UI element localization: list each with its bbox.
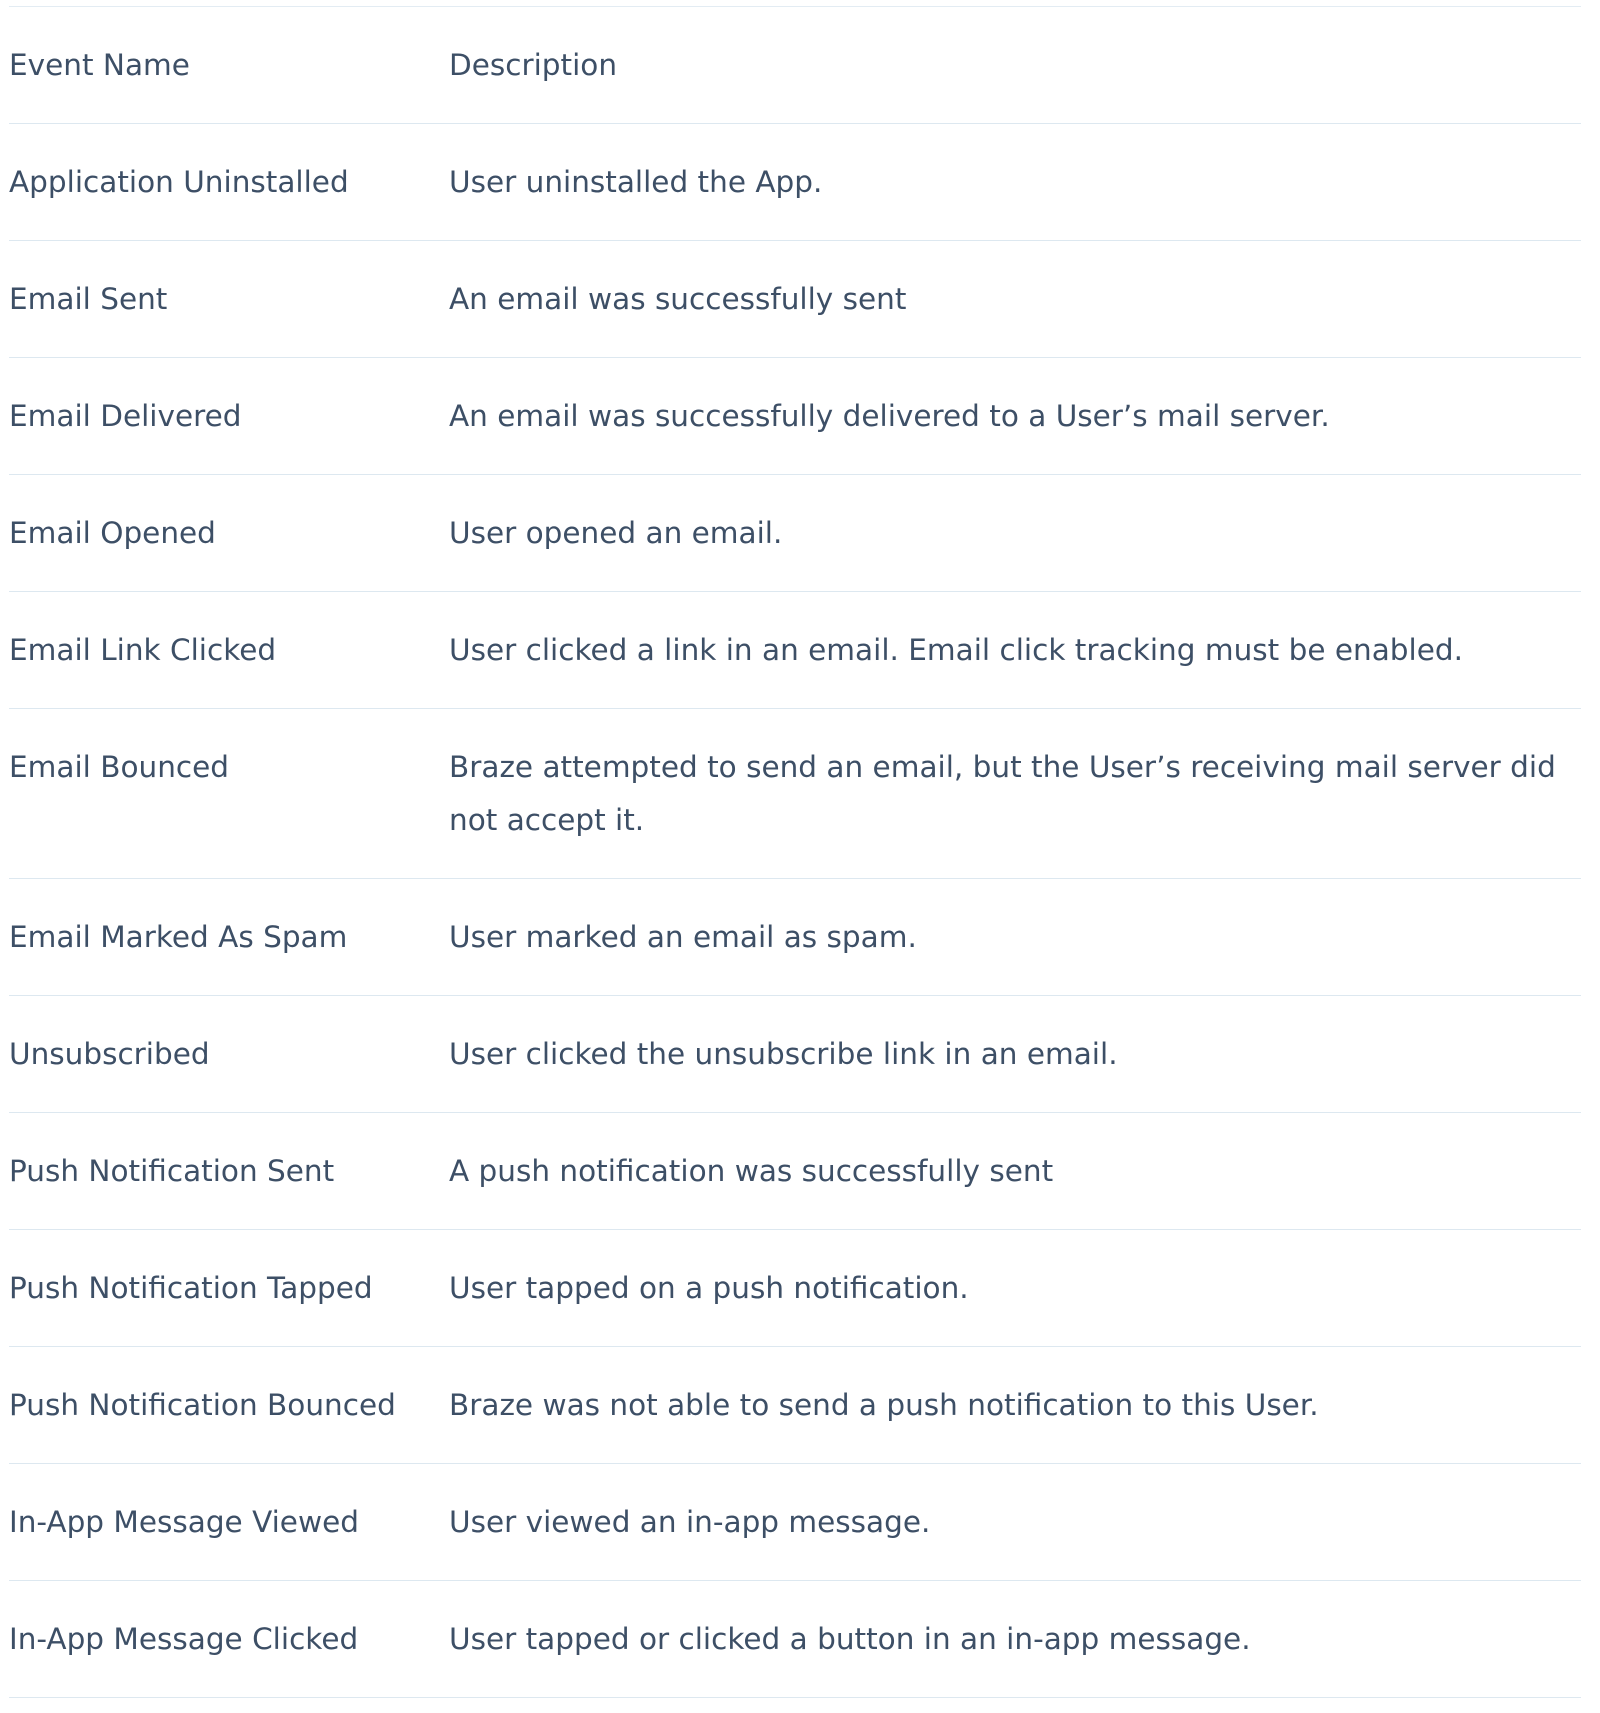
event-name-cell: Email Delivered xyxy=(9,399,242,433)
table-row xyxy=(9,124,1581,241)
event-description-cell: User marked an email as spam. xyxy=(449,920,917,954)
table-row xyxy=(9,241,1581,358)
event-name-cell: Push Notification Bounced xyxy=(9,1388,396,1422)
event-description-cell: User uninstalled the App. xyxy=(449,165,823,199)
event-description-cell: An email was successfully delivered to a User’s mail server. xyxy=(449,399,1330,433)
event-description-cell: User tapped on a push notification. xyxy=(449,1271,969,1305)
table-row xyxy=(9,879,1581,996)
event-name-cell: Email Opened xyxy=(9,516,216,550)
table-row xyxy=(9,1113,1581,1230)
table-row xyxy=(9,996,1581,1113)
event-description-cell: User viewed an in-app message. xyxy=(449,1505,931,1539)
event-name-cell: Push Notification Tapped xyxy=(9,1271,373,1305)
events-table xyxy=(9,6,1581,1698)
table-row xyxy=(9,1347,1581,1464)
column-header-description: Description xyxy=(449,48,618,82)
table-row xyxy=(9,1464,1581,1581)
event-description-cell: User tapped or clicked a button in an in-app message. xyxy=(449,1622,1251,1656)
table-row xyxy=(9,592,1581,709)
event-description-cell: User clicked a link in an email. Email click tracking must be enabled. xyxy=(449,633,1463,667)
event-name-cell: Email Bounced xyxy=(9,750,229,784)
table-row xyxy=(9,1230,1581,1347)
event-description-cell: Braze was not able to send a push notification to this User. xyxy=(449,1388,1319,1422)
event-name-cell: In-App Message Clicked xyxy=(9,1622,359,1656)
event-description-cell: Braze attempted to send an email, but the User’s receiving mail server did not accept it. xyxy=(449,750,1556,837)
event-name-cell: In-App Message Viewed xyxy=(9,1505,359,1539)
table-row xyxy=(9,358,1581,475)
event-name-cell: Email Sent xyxy=(9,282,168,316)
table-header-row xyxy=(9,7,1581,124)
table-row xyxy=(9,1581,1581,1698)
event-name-cell: Unsubscribed xyxy=(9,1037,210,1071)
event-name-cell: Email Link Clicked xyxy=(9,633,277,667)
event-name-cell: Email Marked As Spam xyxy=(9,920,348,954)
event-description-cell: User opened an email. xyxy=(449,516,783,550)
event-name-cell: Push Notification Sent xyxy=(9,1154,335,1188)
table-row xyxy=(9,475,1581,592)
event-name-cell: Application Uninstalled xyxy=(9,165,349,199)
event-description-cell: An email was successfully sent xyxy=(449,282,907,316)
column-header-event-name: Event Name xyxy=(9,48,190,82)
event-description-cell: A push notification was successfully sent xyxy=(449,1154,1054,1188)
table-row xyxy=(9,709,1581,879)
event-description-cell: User clicked the unsubscribe link in an email. xyxy=(449,1037,1118,1071)
